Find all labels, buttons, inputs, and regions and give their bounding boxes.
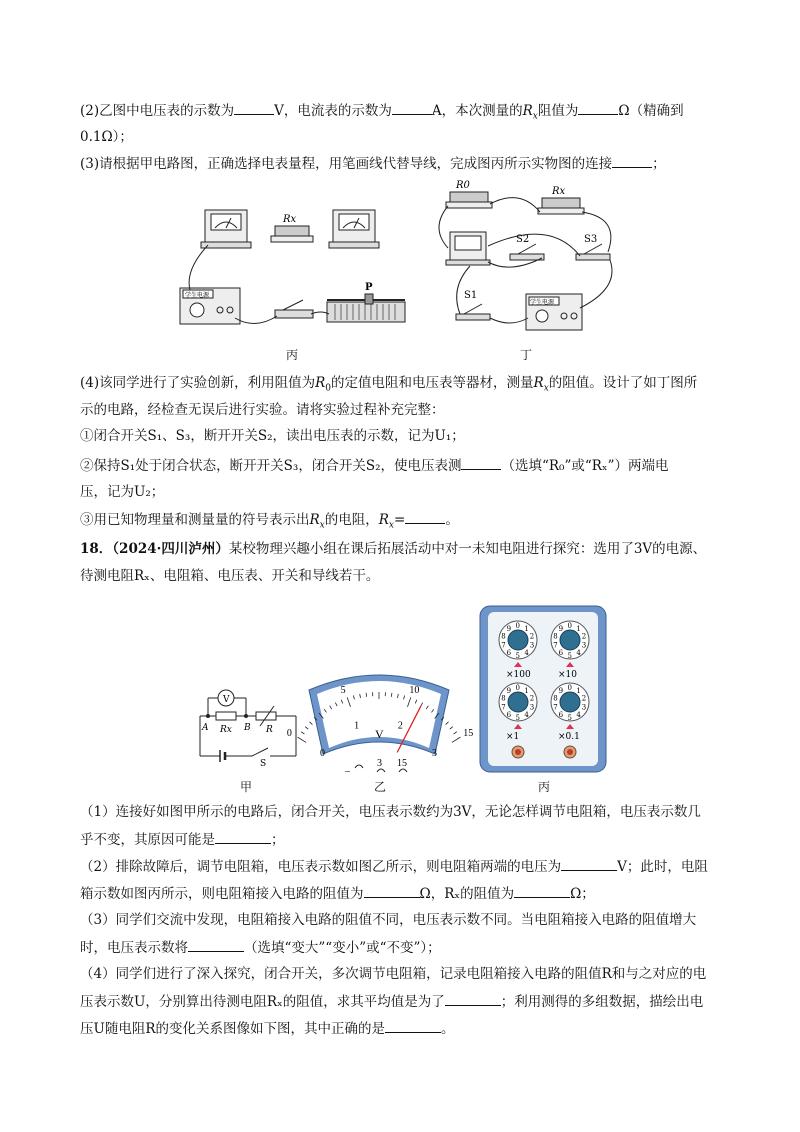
dial-digit: 6 xyxy=(506,711,512,720)
step2-a: ②保持S₁处于闭合状态，断开开关S₃，闭合开关S₂，使电压表测 xyxy=(80,458,462,474)
jia-rx xyxy=(216,712,236,720)
rheostat xyxy=(327,302,405,322)
q18-intro-b: 待测电阻Rₓ、电阻箱、电压表、开关和导线若干。 xyxy=(80,568,380,584)
dial-digit: 4 xyxy=(524,711,529,720)
jia-rheostat xyxy=(256,712,276,720)
q18-q4-end: 。 xyxy=(441,1021,455,1037)
dial-digit: 9 xyxy=(558,686,564,695)
dial-tick xyxy=(452,737,460,742)
q18-q3-b: 时，电压表示数将 xyxy=(80,940,188,956)
jia-a-label: A xyxy=(202,723,209,733)
figure-bing-resistance-box xyxy=(478,604,608,774)
figure-ding-caption: 丁 xyxy=(520,348,533,362)
bing-rx-label: Rx xyxy=(283,214,297,225)
dial-digit: 1 xyxy=(524,686,529,695)
dial-digit: 1 xyxy=(576,686,581,695)
q17-p3-text: (3)请根据甲电路图，正确选择电表量程，用笔画线代替导线，完成图丙所示实物图的连接 xyxy=(80,156,613,172)
dial-digit: 3 xyxy=(529,703,535,712)
dial-lower-label: 0 xyxy=(320,748,326,760)
dial-knob[interactable] xyxy=(560,692,580,712)
q17-p3-end: ； xyxy=(652,156,666,172)
jia-r-label: R xyxy=(266,725,273,735)
dial-digit: 3 xyxy=(581,641,587,650)
dial-digit: 3 xyxy=(581,703,587,712)
dial-digit: 4 xyxy=(576,649,581,658)
dial-knob[interactable] xyxy=(508,630,528,650)
step2-b: （选填“R₀”或“Rₓ”）两端电 xyxy=(501,458,669,474)
switch-s3 xyxy=(576,254,610,260)
dial-lower-label: 1 xyxy=(354,720,360,732)
ding-rx-label: Rx xyxy=(552,186,566,197)
dial-lower-label: 2 xyxy=(397,720,403,732)
q18-part2-line1 xyxy=(80,856,708,877)
q18-q2-blank1[interactable] xyxy=(561,856,617,871)
q17-p2-ohm: Ω（精确到 xyxy=(618,103,684,119)
terminal-15: 15 xyxy=(397,758,407,769)
dial-digit: 7 xyxy=(553,703,558,712)
q17-p2-text: (2)乙图中电压表的示数为 xyxy=(80,103,235,119)
ding-r0-label: R0 xyxy=(456,180,470,191)
dial-digit: 8 xyxy=(553,694,558,703)
q18-q1-end: ； xyxy=(271,832,285,848)
q18-source: （2024·四川泸州） xyxy=(112,541,229,557)
switch-s1 xyxy=(456,314,490,320)
figure-bing-caption: 丙 xyxy=(286,348,299,362)
q18-q4-b: 压表示数U，分别算出待测电阻Rₓ的阻值，求其平均值是为了 xyxy=(80,994,445,1010)
q18-part4-line1 xyxy=(80,964,706,984)
q18-q3-a: （3）同学们交流中发现，电阻箱接入电路的阻值不同，电压表示数不同。当电阻箱接入电路的阻值增大 xyxy=(80,912,697,928)
dial-digit: 0 xyxy=(567,622,572,630)
dial-digit: 9 xyxy=(506,686,512,695)
q18-part3-line2 xyxy=(80,937,441,958)
figure-bing2-caption: 丙 xyxy=(538,780,551,794)
dial-digit: 2 xyxy=(581,694,587,703)
q18-q4-d: 压U随电阻R的变化关系图像如下图，其中正确的是 xyxy=(80,1021,386,1037)
q18-q2-e: Ω； xyxy=(570,886,595,902)
figure-jia-circuit xyxy=(190,686,306,769)
q18-intro-line1 xyxy=(80,539,706,559)
q17-step3: ③用已知物理量和测量量的符号表示出$R_x$的电阻，$R_x=$ 。 xyxy=(80,509,459,536)
dial-knob[interactable] xyxy=(508,692,528,712)
ding-supply-label: 学生电源 xyxy=(530,299,555,306)
q18-q2-blank2[interactable] xyxy=(364,883,420,898)
dial-tick xyxy=(366,693,367,697)
q18-part1-line2 xyxy=(80,829,285,850)
q18-part2-line2 xyxy=(80,883,595,904)
resistance-blank[interactable] xyxy=(578,100,618,115)
q17-p2-line2-text: 0.1Ω）； xyxy=(80,129,133,145)
figure-bing-apparatus xyxy=(175,200,415,340)
dial-digit: 9 xyxy=(506,624,512,633)
dial-multiplier: ×100 xyxy=(506,670,531,680)
dial-digit: 0 xyxy=(515,684,520,692)
bing-supply-label: 学生电源 xyxy=(185,292,210,299)
step2-line2-text: 压，记为U₂； xyxy=(80,484,165,500)
terminal-neg: – xyxy=(345,766,350,777)
figure-ding-apparatus xyxy=(430,178,630,338)
q18-q2-blank3[interactable] xyxy=(514,883,570,898)
ding-s2-label: S2 xyxy=(516,234,530,245)
q17-part2-line1 xyxy=(80,100,684,127)
rx-resistor xyxy=(275,226,309,236)
bing-p-label: P xyxy=(365,282,373,293)
jia-v-label: V xyxy=(223,695,230,705)
dial-tick xyxy=(454,732,457,734)
dial-digit: 2 xyxy=(581,632,587,641)
q18-part4-line2 xyxy=(80,991,703,1012)
ding-rx-resistor xyxy=(542,198,580,208)
rx-subscript: x xyxy=(532,111,538,122)
q18-q3-c: （选填“变大”“变小”或“不变”）； xyxy=(244,940,441,956)
dial-digit: 8 xyxy=(553,632,558,641)
dial-tick xyxy=(305,727,308,730)
current-blank[interactable] xyxy=(392,100,432,115)
voltage-blank[interactable] xyxy=(234,100,274,115)
step2-blank[interactable] xyxy=(461,455,501,470)
dial-digit: 0 xyxy=(567,684,572,692)
dial-digit: 7 xyxy=(553,641,558,650)
dial-tick xyxy=(446,722,449,725)
switch xyxy=(275,310,313,318)
q17-p4-a: (4)该同学进行了实验创新，利用阻值为 xyxy=(80,375,316,391)
q18-q1-b: 乎不变，其原因可能是 xyxy=(80,832,215,848)
dial-tick xyxy=(391,693,392,697)
step3-end: 。 xyxy=(445,512,459,528)
jia-b-label: B xyxy=(244,723,251,733)
q17-p4-line2-text: 示的电路，经检查无误后进行实验。请将实验过程补充完整： xyxy=(80,402,445,418)
rx-symbol: R xyxy=(522,103,533,119)
r0-symbol: R xyxy=(315,375,326,391)
ding-s3-label: S3 xyxy=(584,234,598,245)
figure-jia-caption: 甲 xyxy=(240,780,253,794)
dial-digit: 2 xyxy=(529,694,535,703)
jia-rx-label: Rx xyxy=(220,725,232,735)
q17-p4-c: 的阻值。设计了如丁图所 xyxy=(548,375,698,391)
q17-part4-line1: (4)该同学进行了实验创新，利用阻值为$R_0$的定值电阻和电压表等器材，测量$R_x$的阻值。设计了如丁图所 xyxy=(80,375,698,394)
q18-q4-blank2[interactable] xyxy=(385,1018,441,1033)
dial-digit: 9 xyxy=(558,624,564,633)
wiring-blank[interactable] xyxy=(612,153,652,168)
q17-step1 xyxy=(80,426,465,446)
dial-digit: 2 xyxy=(529,632,535,641)
dial-digit: 8 xyxy=(501,632,506,641)
q18-part4-line3 xyxy=(80,1018,455,1039)
dial-digit: 1 xyxy=(576,624,581,633)
q17-p4-b: 的定值电阻和电压表等器材，测量 xyxy=(331,375,534,391)
dial-digit: 3 xyxy=(529,641,535,650)
step3-b: 的电阻， xyxy=(324,512,379,528)
r0-resistor xyxy=(450,192,488,202)
q17-p2-unit-a: A，本次测量的 xyxy=(431,103,523,119)
q17-p2-unit-v: V，电流表的示数为 xyxy=(274,103,392,119)
step3-equals: = xyxy=(394,512,406,528)
dial-digit: 0 xyxy=(515,622,520,630)
dial-digit: 4 xyxy=(576,711,581,720)
q17-p2-tail: 阻值为 xyxy=(537,103,579,119)
dial-unit: V xyxy=(375,727,384,741)
q18-q4-c: ；利用测得的多组数据，描绘出电 xyxy=(500,994,704,1010)
dial-digit: 7 xyxy=(501,703,506,712)
dial-knob[interactable] xyxy=(560,630,580,650)
q18-q4-blank1[interactable] xyxy=(445,991,501,1006)
q18-part3-line1 xyxy=(80,910,696,930)
q18-part1-line1 xyxy=(80,802,701,822)
terminal-3: 3 xyxy=(377,758,382,769)
q18-q2-b: V；此时，电阻 xyxy=(617,859,708,875)
q18-intro-line2 xyxy=(80,566,379,586)
step3-a: ③用已知物理量和测量量的符号表示出 xyxy=(80,512,310,528)
step3-blank[interactable] xyxy=(405,509,445,524)
dial-digit: 7 xyxy=(501,641,506,650)
figure-yi-voltmeter xyxy=(286,668,474,778)
jia-s-label: S xyxy=(260,759,267,769)
dial-digit: 6 xyxy=(558,649,564,658)
dial-tick xyxy=(309,722,312,725)
dial-multiplier: ×0.1 xyxy=(558,732,580,742)
q17-step2-line1 xyxy=(80,455,669,476)
dial-digit: 1 xyxy=(524,624,529,633)
dial-tick xyxy=(450,727,453,730)
dial-digit: 5 xyxy=(567,714,572,722)
dial-digit: 5 xyxy=(515,714,520,722)
q17-part2-line2 xyxy=(80,127,133,147)
step1-text: ①闭合开关S₁、S₃，断开开关S₂，读出电压表的示数，记为U₁； xyxy=(80,428,465,444)
q18-q2-a: （2）排除故障后，调节电阻箱，电压表示数如图乙所示，则电阻箱两端的电压为 xyxy=(80,859,562,875)
dial-multiplier: ×1 xyxy=(506,732,520,742)
dial-upper-label: 0 xyxy=(286,727,292,739)
q18-q1-a: （1）连接好如图甲所示的电路后，闭合开关，电压表示数约为3V，无论怎样调节电阻箱，电压表示数几 xyxy=(80,804,701,820)
figure-yi-caption: 乙 xyxy=(374,780,387,794)
q17-step2-line2 xyxy=(80,482,164,502)
dial-lower-label: 3 xyxy=(431,748,437,760)
q18-q2-c: 箱示数如图丙所示，则电阻箱接入电路的阻值为 xyxy=(80,886,364,902)
dial-upper-label: 15 xyxy=(463,727,474,739)
dial-upper-label: 5 xyxy=(340,684,346,696)
dial-digit: 6 xyxy=(506,649,512,658)
dial-digit: 8 xyxy=(501,694,506,703)
q18-intro-a: 某校物理兴趣小组在课后拓展活动中对一未知电阻进行探究：选用了3V的电源、 xyxy=(228,541,707,557)
q17-part3 xyxy=(80,153,666,174)
dial-upper-label: 10 xyxy=(409,684,420,696)
q18-q2-d: Ω，Rₓ的阻值为 xyxy=(419,886,515,902)
q18-number: 18． xyxy=(80,541,113,557)
dial-digit: 5 xyxy=(515,652,520,660)
dial-digit: 6 xyxy=(558,711,564,720)
dial-digit: 5 xyxy=(567,652,572,660)
dial-digit: 4 xyxy=(524,649,529,658)
q17-part4-line2 xyxy=(80,400,445,420)
q18-q4-a: （4）同学们进行了深入探究，闭合开关，多次调节电阻箱，记录电阻箱接入电路的阻值R和与之对应的电 xyxy=(80,966,707,982)
dial-multiplier: ×10 xyxy=(558,670,577,680)
ding-s1-label: S1 xyxy=(464,290,478,301)
q18-q1-blank[interactable] xyxy=(215,829,271,844)
q18-q3-blank[interactable] xyxy=(188,937,244,952)
